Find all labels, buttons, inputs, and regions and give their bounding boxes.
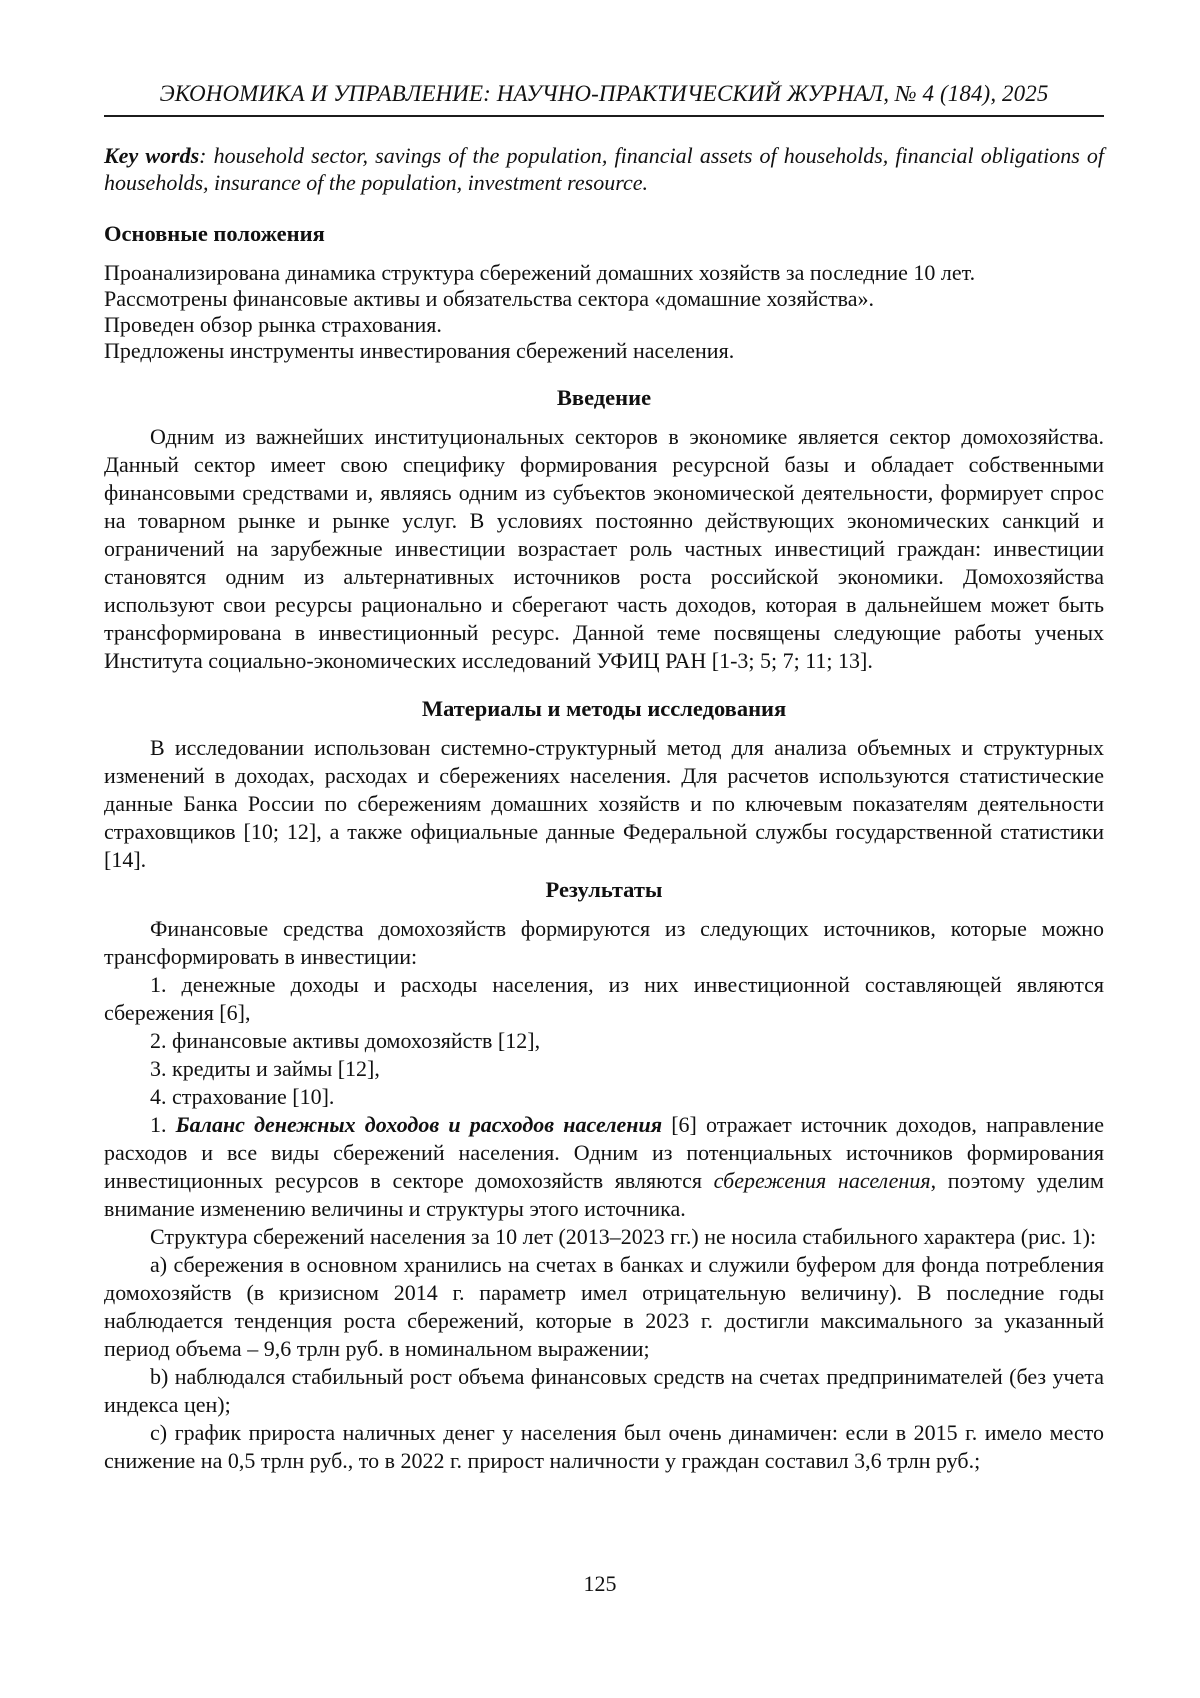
section-heading-highlights: Основные положения (104, 221, 325, 246)
section-heading-results: Результаты (545, 877, 663, 902)
highlights-item: Рассмотрены финансовые активы и обязательства сектора «домашние хозяйства». (104, 286, 875, 311)
running-head: ЭКОНОМИКА И УПРАВЛЕНИЕ: НАУЧНО-ПРАКТИЧЕСКИЙ ЖУРНАЛ, № 4 (184), 2025 (159, 81, 1049, 106)
point-b-paragraph: b) наблюдался стабильный рост объема финансовых средств на счетах предпринимателей (без учета индекса цен); (104, 1364, 1104, 1417)
highlights-item: Проведен обзор рынка страхования. (104, 312, 442, 337)
header-rule (104, 115, 1104, 117)
highlights-item: Предложены инструменты инвестирования сбережений населения. (104, 338, 735, 363)
results-list-item-4: 4. страхование [10]. (150, 1084, 335, 1109)
keywords-paragraph (104, 142, 1104, 196)
balance-title: Баланс денежных доходов и расходов населения (175, 1112, 663, 1137)
balance-number: 1. (150, 1112, 176, 1137)
balance-italic-term: сбережения населения (713, 1168, 931, 1193)
balance-paragraph (104, 1111, 1104, 1223)
results-list-item-2: 2. финансовые активы домохозяйств [12], (150, 1028, 541, 1053)
highlights-item: Проанализирована динамика структура сбережений домашних хозяйств за последние 10 лет. (104, 260, 976, 285)
results-intro-paragraph: Финансовые средства домохозяйств формируются из следующих источников, которые можно трансформировать в инвестиции: (104, 916, 1104, 969)
highlights-list (104, 260, 1104, 364)
results-list-item-3: 3. кредиты и займы [12], (150, 1056, 380, 1081)
balance-text: [6] отражает источник доходов, направление расходов и все виды сбережений населения. Одним из потенциальных источников формирования инвестиционных ресурсов в секторе домохозяйств являются (104, 1112, 1105, 1193)
section-heading-introduction: Введение (556, 385, 652, 410)
balance-text-end: , поэтому уделим внимание изменению величины и структуры этого источника. (104, 1168, 1104, 1221)
methods-paragraph: В исследовании использован системно-структурный метод для анализа объемных и структурных изменений в доходах, расходах и сбережениях населения. Для расчетов используются статистические данные Банка России по сбережениям домашних хозяйств и по ключевым показателям деятельности страховщиков [10; 12], а также официальные данные Федеральной службы государственной статистики [14]. (104, 735, 1104, 872)
results-list-item-1: 1. денежные доходы и расходы населения, из них инвестиционной составляющей являются сбережения [6], (104, 972, 1104, 1025)
section-heading-methods: Материалы и методы исследования (421, 696, 787, 721)
introduction-paragraph: Одним из важнейших институциональных секторов в экономике является сектор домохозяйства. Данный сектор имеет свою специфику формирования ресурсной базы и обладает собственными финансовыми средствами и, являясь одним из субъектов экономической деятельности, формирует спрос на товарном рынке и рынке услуг. В условиях постоянно действующих экономических санкций и ограничений на зарубежные инвестиции возрастает роль частных инвестиций граждан: инвестиции становятся одним из альтернативных источников роста российской экономики. Домохозяйства используют свои ресурсы рационально и сберегают часть доходов, которая в дальнейшем может быть трансформирована в инвестиционный ресурс. Данной теме посвящены следующие работы ученых Института социально-экономических исследований УФИЦ РАН [1-3; 5; 7; 11; 13]. (104, 424, 1104, 673)
keywords-label: Key words (104, 143, 200, 168)
structure-paragraph: Структура сбережений населения за 10 лет (2013–2023 гг.) не носила стабильного характера (рис. 1): (150, 1224, 1097, 1249)
keywords-text: : household sector, savings of the population, financial assets of households, financial obligations of households, insurance of the population, investment resource. (104, 143, 1104, 195)
point-c-paragraph: c) график прироста наличных денег у населения был очень динамичен: если в 2015 г. имело место снижение на 0,5 трлн руб., то в 2022 г. прирост наличности у граждан составил 3,6 трлн руб.; (104, 1420, 1104, 1473)
page-number: 125 (583, 1571, 617, 1596)
point-a-paragraph: a) сбережения в основном хранились на счетах в банках и служили буфером для фонда потребления домохозяйств (в кризисном 2014 г. параметр имел отрицательную величину). В последние годы наблюдается тенденция роста сбережений, которые в 2023 г. достигли максимального за указанный период объема – 9,6 трлн руб. в номинальном выражении; (104, 1252, 1104, 1361)
